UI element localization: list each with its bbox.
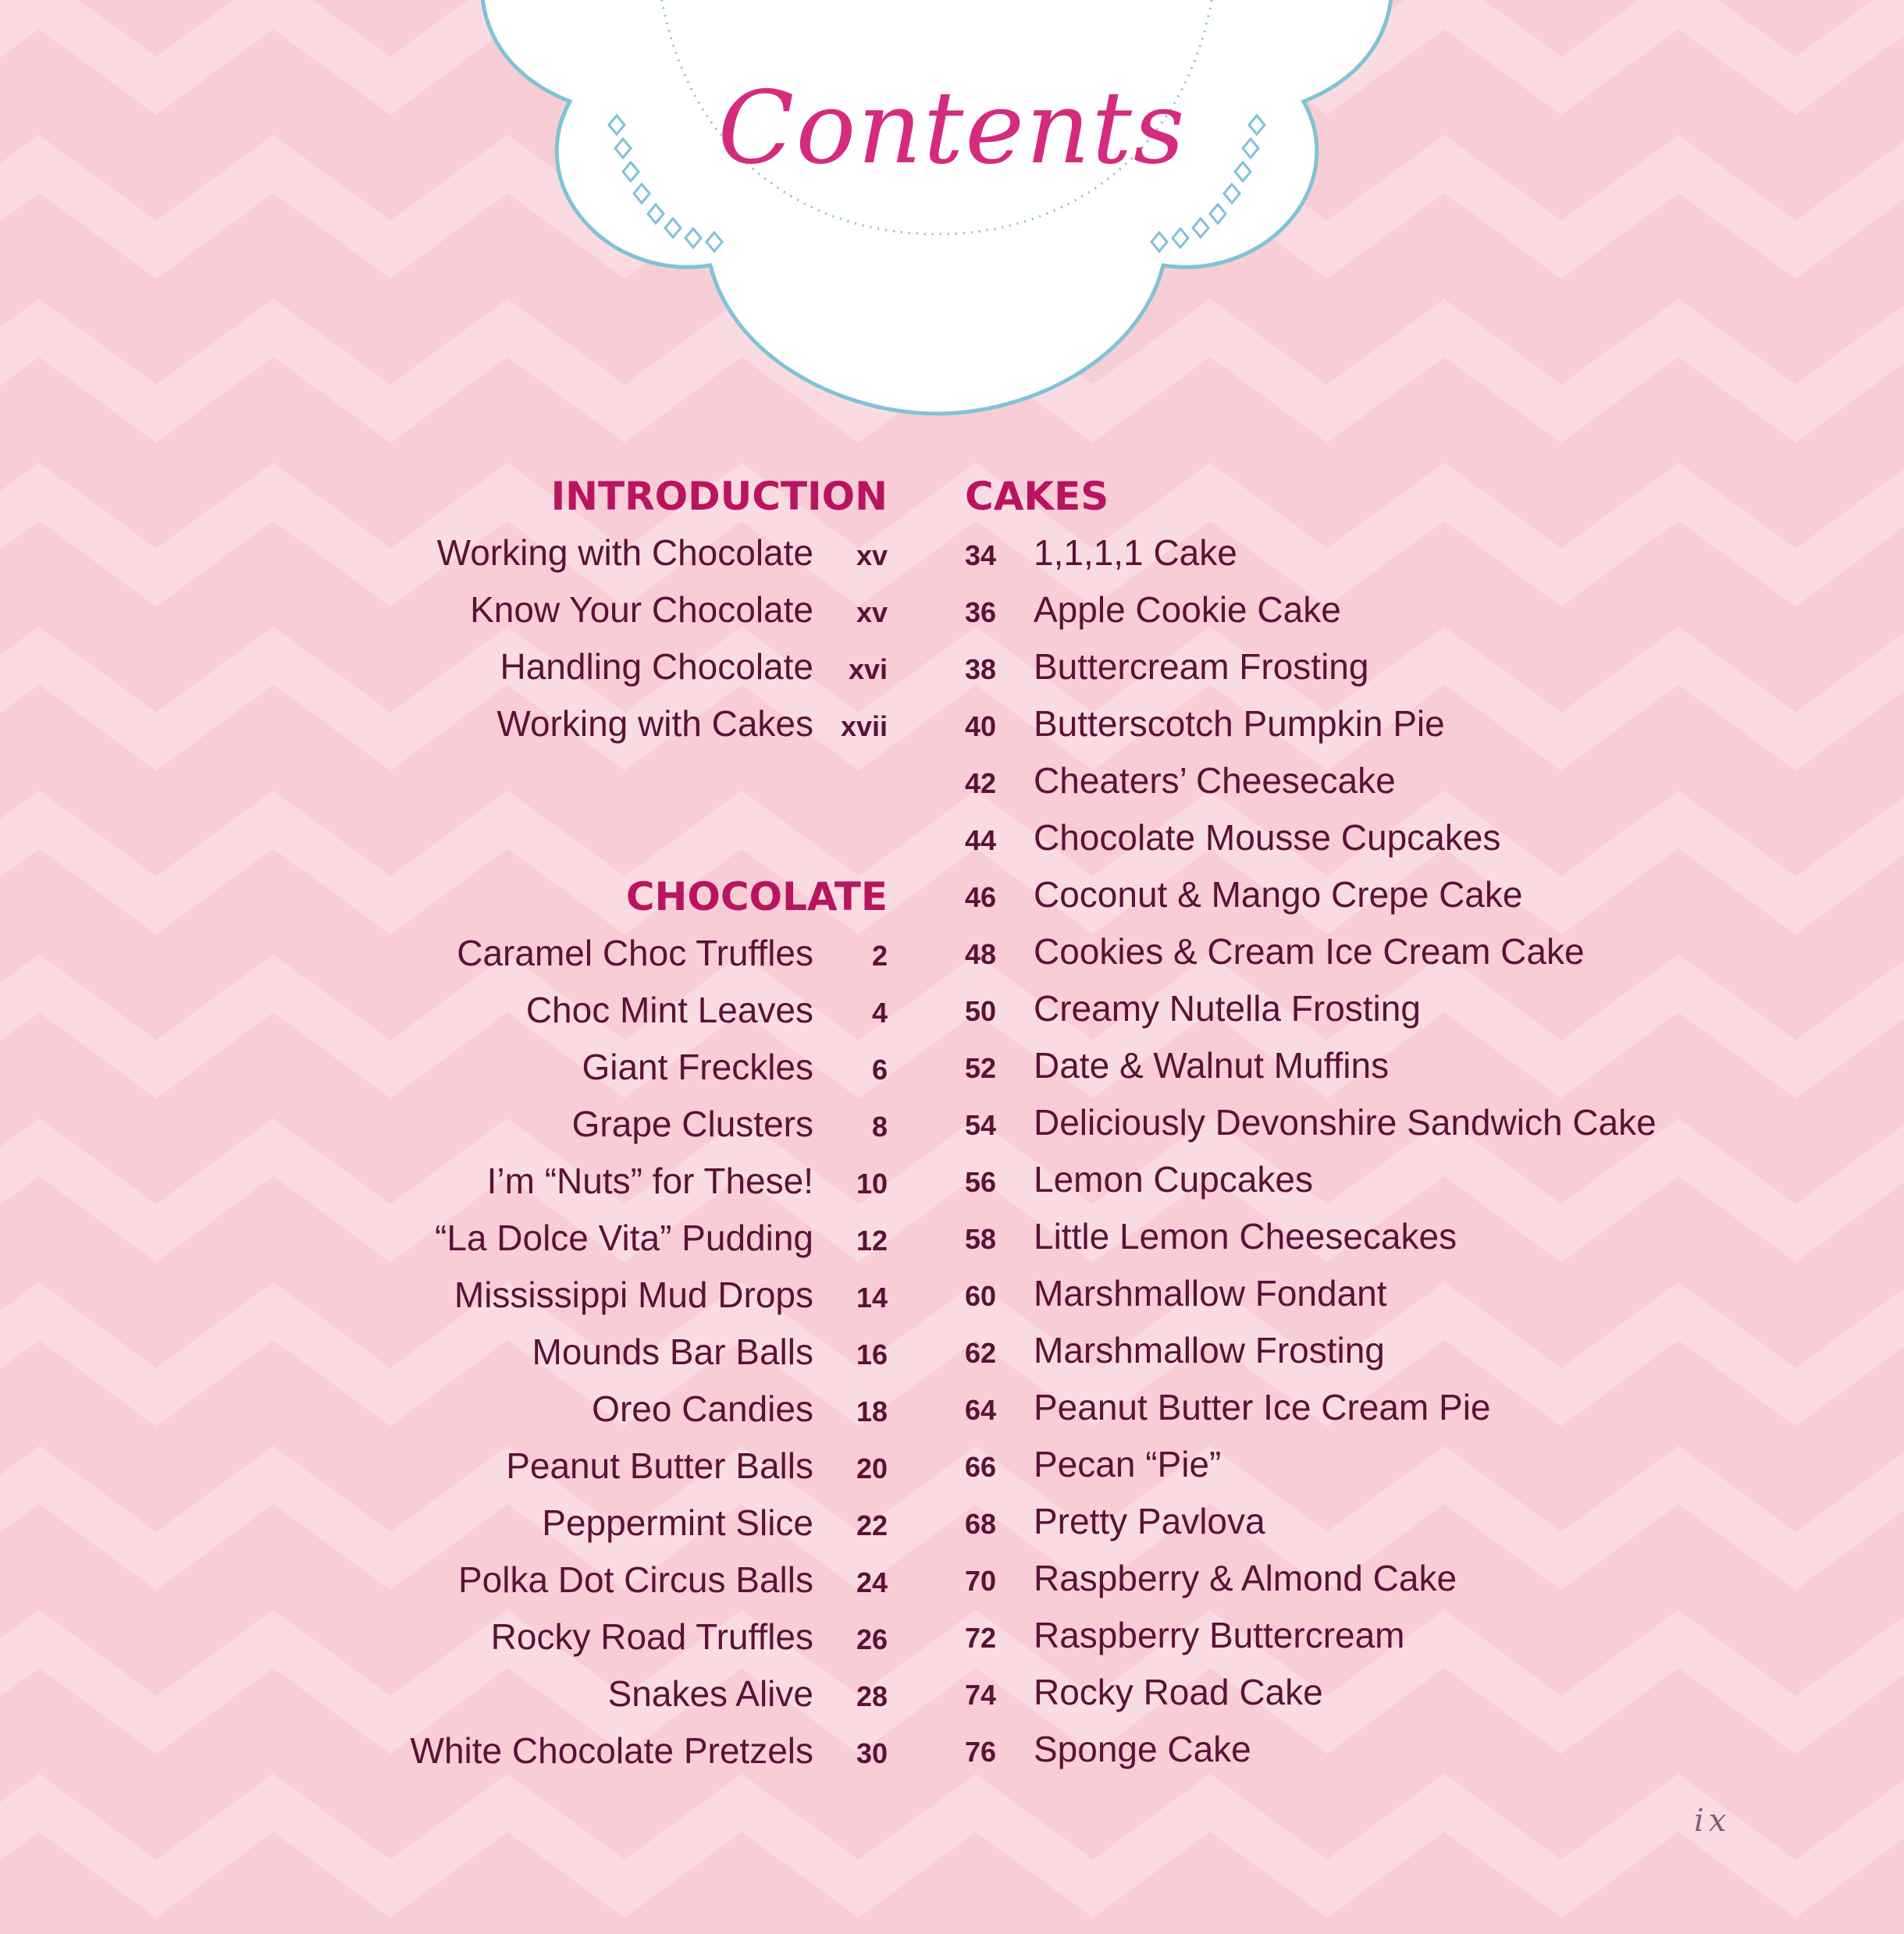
cakes-entry-title: Buttercream Frosting: [1034, 646, 1369, 687]
cakes-entry-page: 56: [965, 1166, 997, 1198]
introduction-entry[interactable]: [328, 524, 888, 581]
cakes-entry[interactable]: [965, 1721, 1746, 1778]
cakes-entry-page: 66: [965, 1451, 997, 1483]
cakes-entry-page: 44: [965, 824, 997, 856]
cakes-entry[interactable]: [965, 1379, 1746, 1436]
cakes-entry-page: 52: [965, 1052, 997, 1084]
chocolate-entry[interactable]: [328, 1609, 888, 1666]
chocolate-entry-page: 16: [856, 1339, 888, 1371]
chocolate-entry-title: Caramel Choc Truffles: [457, 933, 813, 973]
cakes-entry-page: 34: [965, 539, 997, 571]
cakes-entry[interactable]: [965, 1037, 1746, 1094]
chocolate-entry-page: 10: [856, 1168, 888, 1200]
chocolate-entry[interactable]: [328, 1438, 888, 1495]
cakes-entry[interactable]: [965, 1664, 1746, 1721]
cakes-entry-title: 1,1,1,1 Cake: [1034, 532, 1237, 573]
chocolate-entry[interactable]: [328, 1381, 888, 1438]
introduction-entry[interactable]: [328, 695, 888, 752]
cakes-entry[interactable]: [965, 581, 1746, 638]
chocolate-entry-page: 14: [856, 1282, 888, 1314]
cakes-entry-title: Creamy Nutella Frosting: [1034, 988, 1421, 1029]
cakes-entry-page: 64: [965, 1394, 997, 1426]
chevron-stripe: [0, 1803, 1904, 1889]
cakes-entry[interactable]: [965, 1265, 1746, 1322]
chocolate-entry-title: Rocky Road Truffles: [490, 1616, 813, 1657]
chocolate-entry-title: Oreo Candies: [592, 1388, 813, 1429]
cakes-entry[interactable]: [965, 923, 1746, 980]
cakes-entry[interactable]: [965, 1550, 1746, 1607]
cakes-entry[interactable]: [965, 1436, 1746, 1493]
introduction-entry-page: xvi: [848, 653, 888, 685]
cakes-entry-title: Cheaters’ Cheesecake: [1034, 760, 1396, 801]
cakes-entry-page: 60: [965, 1280, 997, 1312]
introduction-entry-title: Handling Chocolate: [500, 646, 813, 687]
cakes-entry[interactable]: [965, 1493, 1746, 1550]
chocolate-entry-title: “La Dolce Vita” Pudding: [435, 1218, 813, 1258]
chocolate-entry-page: 2: [871, 940, 888, 972]
chocolate-entry[interactable]: [328, 1267, 888, 1324]
cakes-entry[interactable]: [965, 752, 1746, 809]
cakes-entry[interactable]: [965, 809, 1746, 866]
cakes-entry-page: 40: [965, 710, 997, 742]
chocolate-entry[interactable]: [328, 1153, 888, 1210]
cakes-entry-page: 48: [965, 938, 997, 970]
cakes-entry-page: 72: [965, 1622, 997, 1654]
chocolate-entry[interactable]: [328, 1039, 888, 1096]
cakes-entry-title: Pretty Pavlova: [1034, 1501, 1265, 1541]
introduction-heading: INTRODUCTION: [550, 474, 888, 519]
chocolate-entry-page: 18: [856, 1395, 888, 1427]
chocolate-entry[interactable]: [328, 1210, 888, 1267]
introduction-entry[interactable]: [328, 581, 888, 638]
chocolate-entry-page: 12: [856, 1225, 888, 1257]
scalloped-title-badge: [437, 0, 1436, 453]
cakes-entry-page: 46: [965, 881, 997, 913]
cakes-entry-title: Peanut Butter Ice Cream Pie: [1034, 1387, 1491, 1427]
cakes-entry-title: Marshmallow Fondant: [1034, 1273, 1387, 1314]
cakes-entry-page: 42: [965, 767, 997, 799]
cakes-entry-page: 38: [965, 653, 997, 685]
chocolate-section: [328, 869, 888, 1779]
cakes-entry-title: Apple Cookie Cake: [1034, 589, 1341, 630]
chocolate-entry-title: Mississippi Mud Drops: [454, 1275, 813, 1315]
chocolate-entry-title: I’m “Nuts” for These!: [486, 1161, 813, 1201]
chocolate-entry-title: White Chocolate Pretzels: [410, 1730, 813, 1771]
chocolate-entry[interactable]: [328, 1096, 888, 1153]
cakes-entry[interactable]: [965, 695, 1746, 752]
chocolate-heading: CHOCOLATE: [625, 874, 888, 919]
cakes-entry-title: Rocky Road Cake: [1034, 1672, 1323, 1712]
chocolate-entry-page: 8: [871, 1111, 888, 1143]
cakes-entry-title: Raspberry Buttercream: [1034, 1615, 1405, 1655]
chocolate-entry-page: 24: [856, 1566, 888, 1598]
cakes-entry[interactable]: [965, 1208, 1746, 1265]
chocolate-entry[interactable]: [328, 1324, 888, 1381]
cakes-entry-title: Raspberry & Almond Cake: [1034, 1558, 1457, 1598]
cakes-entry-title: Cookies & Cream Ice Cream Cake: [1034, 931, 1585, 972]
chocolate-entry[interactable]: [328, 1552, 888, 1609]
chocolate-entry-page: 22: [856, 1509, 888, 1541]
cakes-entry-page: 68: [965, 1508, 997, 1540]
introduction-list: [328, 524, 888, 752]
cakes-entry-page: 54: [965, 1109, 997, 1141]
cakes-entry-title: Deliciously Devonshire Sandwich Cake: [1034, 1102, 1657, 1143]
page-title: Contents: [717, 70, 1187, 187]
cakes-heading: CAKES: [965, 474, 1109, 519]
introduction-entry-title: Know Your Chocolate: [470, 589, 813, 630]
chocolate-entry-title: Mounds Bar Balls: [532, 1331, 813, 1372]
chocolate-entry-page: 6: [871, 1054, 888, 1086]
cakes-entry-title: Sponge Cake: [1034, 1729, 1251, 1769]
chocolate-entry[interactable]: [328, 982, 888, 1039]
chocolate-entry-title: Grape Clusters: [571, 1104, 813, 1144]
cakes-entry[interactable]: [965, 980, 1746, 1037]
cakes-entry-page: 70: [965, 1565, 997, 1597]
chocolate-entry-page: 28: [856, 1680, 888, 1712]
cakes-entry-page: 76: [965, 1736, 997, 1768]
chocolate-entry[interactable]: [328, 925, 888, 982]
cakes-entry-page: 74: [965, 1679, 997, 1711]
chocolate-entry-title: Choc Mint Leaves: [525, 990, 813, 1030]
cakes-entry[interactable]: [965, 1322, 1746, 1379]
cakes-entry[interactable]: [965, 1607, 1746, 1664]
cakes-entry-title: Chocolate Mousse Cupcakes: [1034, 817, 1501, 858]
cakes-list: [965, 524, 1746, 1778]
cakes-entry[interactable]: [965, 866, 1746, 923]
cakes-entry[interactable]: [965, 1094, 1746, 1151]
cakes-entry[interactable]: [965, 638, 1746, 695]
chocolate-entry-page: 26: [856, 1623, 888, 1655]
cakes-entry-title: Date & Walnut Muffins: [1034, 1045, 1390, 1086]
introduction-entry-page: xvii: [840, 710, 888, 742]
cakes-entry-title: Lemon Cupcakes: [1034, 1159, 1313, 1200]
chocolate-entry-title: Peppermint Slice: [542, 1502, 813, 1543]
cakes-entry-page: 62: [965, 1337, 997, 1369]
chocolate-entry-page: 4: [871, 997, 888, 1029]
introduction-section: [328, 468, 888, 752]
cakes-entry[interactable]: [965, 524, 1746, 581]
chocolate-entry-page: 20: [856, 1452, 888, 1484]
chocolate-entry[interactable]: [328, 1666, 888, 1722]
introduction-entry[interactable]: [328, 638, 888, 695]
chocolate-list: [328, 925, 888, 1779]
chocolate-entry-title: Polka Dot Circus Balls: [457, 1559, 813, 1600]
cakes-entry[interactable]: [965, 1151, 1746, 1208]
cakes-entry-page: 50: [965, 995, 997, 1027]
introduction-entry-page: xv: [856, 539, 888, 571]
chocolate-entry-title: Snakes Alive: [607, 1673, 813, 1714]
introduction-entry-page: xv: [856, 596, 888, 628]
chocolate-entry-title: Giant Freckles: [582, 1047, 813, 1087]
introduction-entry-title: Working with Chocolate: [436, 532, 813, 573]
introduction-entry-title: Working with Cakes: [496, 703, 813, 744]
chocolate-entry-title: Peanut Butter Balls: [506, 1445, 813, 1486]
chocolate-entry-page: 30: [856, 1737, 888, 1769]
chocolate-entry[interactable]: [328, 1722, 888, 1779]
cakes-entry-title: Coconut & Mango Crepe Cake: [1034, 874, 1523, 915]
cakes-entry-page: 36: [965, 596, 997, 628]
cakes-entry-title: Butterscotch Pumpkin Pie: [1034, 703, 1445, 744]
cakes-entry-title: Pecan “Pie”: [1034, 1444, 1222, 1484]
cakes-section: [965, 468, 1746, 1778]
chocolate-entry[interactable]: [328, 1495, 888, 1552]
cakes-entry-page: 58: [965, 1223, 997, 1255]
page-number: ix: [1694, 1803, 1731, 1839]
cakes-entry-title: Little Lemon Cheesecakes: [1034, 1216, 1457, 1257]
cakes-entry-title: Marshmallow Frosting: [1034, 1330, 1385, 1371]
